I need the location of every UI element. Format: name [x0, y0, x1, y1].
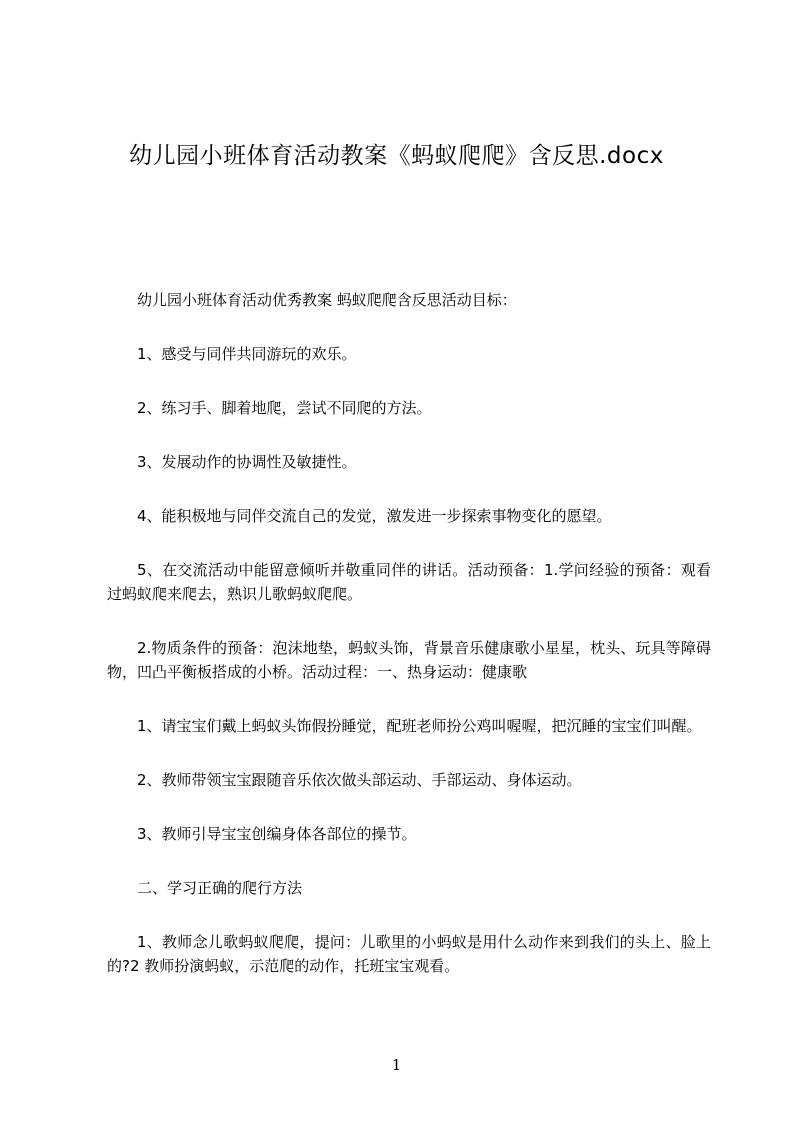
paragraph-goal-4: 4、能积极地与同伴交流自己的发觉，激发进一步探索事物变化的愿望。	[137, 507, 612, 525]
paragraph-crawl-1: 1、教师念儿歌蚂蚁爬爬，提问：儿歌里的小蚂蚁是用什么动作来到我们的头上、脸上的?2 教师扮演蚂蚁，示范爬的动作，托班宝宝观看。	[107, 933, 711, 975]
document-body	[107, 288, 711, 1008]
paragraph-goal-1: 1、感受与同伴共同游玩的欢乐。	[137, 345, 357, 363]
paragraph-goal-3: 3、发展动作的协调性及敏捷性。	[137, 453, 357, 471]
paragraph-materials: 2.物质条件的预备：泡沫地垫，蚂蚁头饰，背景音乐健康歌小星星，枕头、玩具等障碍物，凹凸平衡板搭成的小桥。活动过程：一、热身运动：健康歌	[107, 639, 711, 681]
paragraph-step-3: 3、教师引导宝宝创编身体各部位的操节。	[137, 825, 417, 843]
paragraph-step-2: 2、教师带领宝宝跟随音乐依次做头部运动、手部运动、身体运动。	[137, 771, 582, 789]
section-heading-2: 二、学习正确的爬行方法	[137, 879, 303, 897]
paragraph-intro: 幼儿园小班体育活动优秀教案 蚂蚁爬爬含反思活动目标：	[137, 291, 517, 309]
paragraph-step-1: 1、请宝宝们戴上蚂蚁头饰假扮睡觉，配班老师扮公鸡叫喔喔，把沉睡的宝宝们叫醒。	[137, 717, 702, 735]
document-title: 幼儿园小班体育活动教案《蚂蚁爬爬》含反思.docx	[129, 143, 664, 169]
paragraph-goal-5: 5、在交流活动中能留意倾听并敬重同伴的讲话。活动预备：1.学问经验的预备：观看过蚂蚁爬来爬去，熟识儿歌蚂蚁爬爬。	[107, 561, 711, 603]
page-number: 1	[391, 1056, 402, 1074]
paragraph-goal-2: 2、练习手、脚着地爬，尝试不同爬的方法。	[137, 399, 432, 417]
